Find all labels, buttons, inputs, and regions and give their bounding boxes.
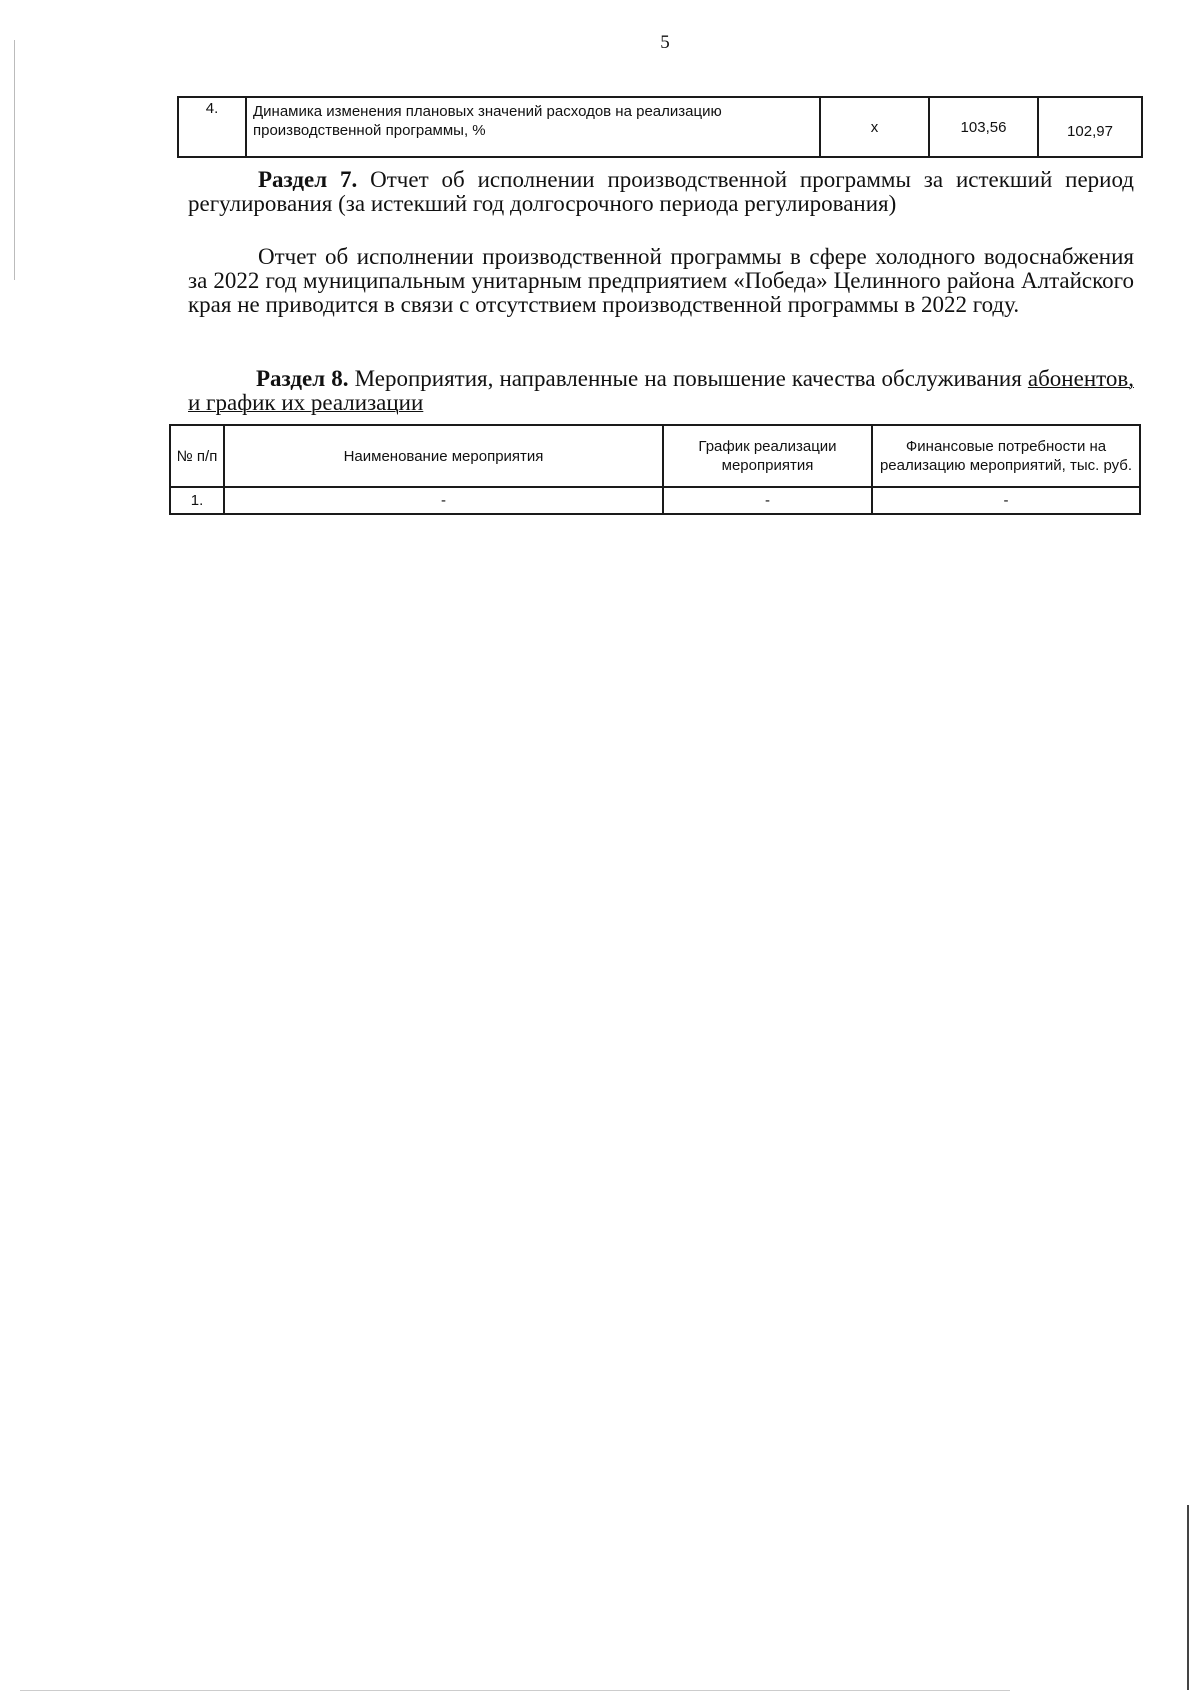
section-7-body: Отчет об исполнении производственной программы в сфере холодного водоснабжения за 2022 год муниципальным унитарным предприятием «Победа» Целинного района Алтайского края не приводится в связи с отсутствием производственной программы в 2022 году. <box>188 244 1134 317</box>
section-7-heading <box>188 168 1134 216</box>
indicator-value-2: 102,97 <box>1038 97 1142 157</box>
table-header-row <box>170 425 1140 487</box>
scan-edge-mark-left <box>14 40 15 280</box>
table-row <box>170 487 1140 514</box>
measures-table <box>169 424 1141 515</box>
measure-num: 1. <box>170 487 224 514</box>
page-number: 5 <box>660 32 670 53</box>
row-number: 4. <box>178 97 246 157</box>
section-8-label: Раздел 8. <box>256 366 349 391</box>
indicators-table <box>177 96 1143 158</box>
header-finance: Финансовые потребности на реализацию мероприятий, тыс. руб. <box>872 425 1140 487</box>
header-schedule: График реализации мероприятия <box>663 425 872 487</box>
header-name: Наименование мероприятия <box>224 425 663 487</box>
indicator-name: Динамика изменения плановых значений расходов на реализацию производственной программы, % <box>246 97 820 157</box>
section-8-title-part2: абонентов, и график их реализации <box>188 366 1134 415</box>
scan-edge-mark-bottom <box>20 1690 1010 1691</box>
measure-name: - <box>224 487 663 514</box>
section-8-heading <box>188 367 1134 415</box>
measure-schedule: - <box>663 487 872 514</box>
indicator-unit: х <box>820 97 929 157</box>
header-num: № п/п <box>170 425 224 487</box>
section-7-label: Раздел 7. <box>258 167 358 192</box>
section-8-title-part1: Мероприятия, направленные на повышение качества обслуживания <box>348 366 1028 391</box>
measure-finance: - <box>872 487 1140 514</box>
indicator-value-1: 103,56 <box>929 97 1038 157</box>
table-row <box>178 97 1142 157</box>
scan-edge-mark-right <box>1187 1505 1189 1690</box>
section-7-title: Отчет об исполнении производственной программы за истекший период регулирования (за истекший год долгосрочного периода регулирования) <box>188 167 1134 216</box>
